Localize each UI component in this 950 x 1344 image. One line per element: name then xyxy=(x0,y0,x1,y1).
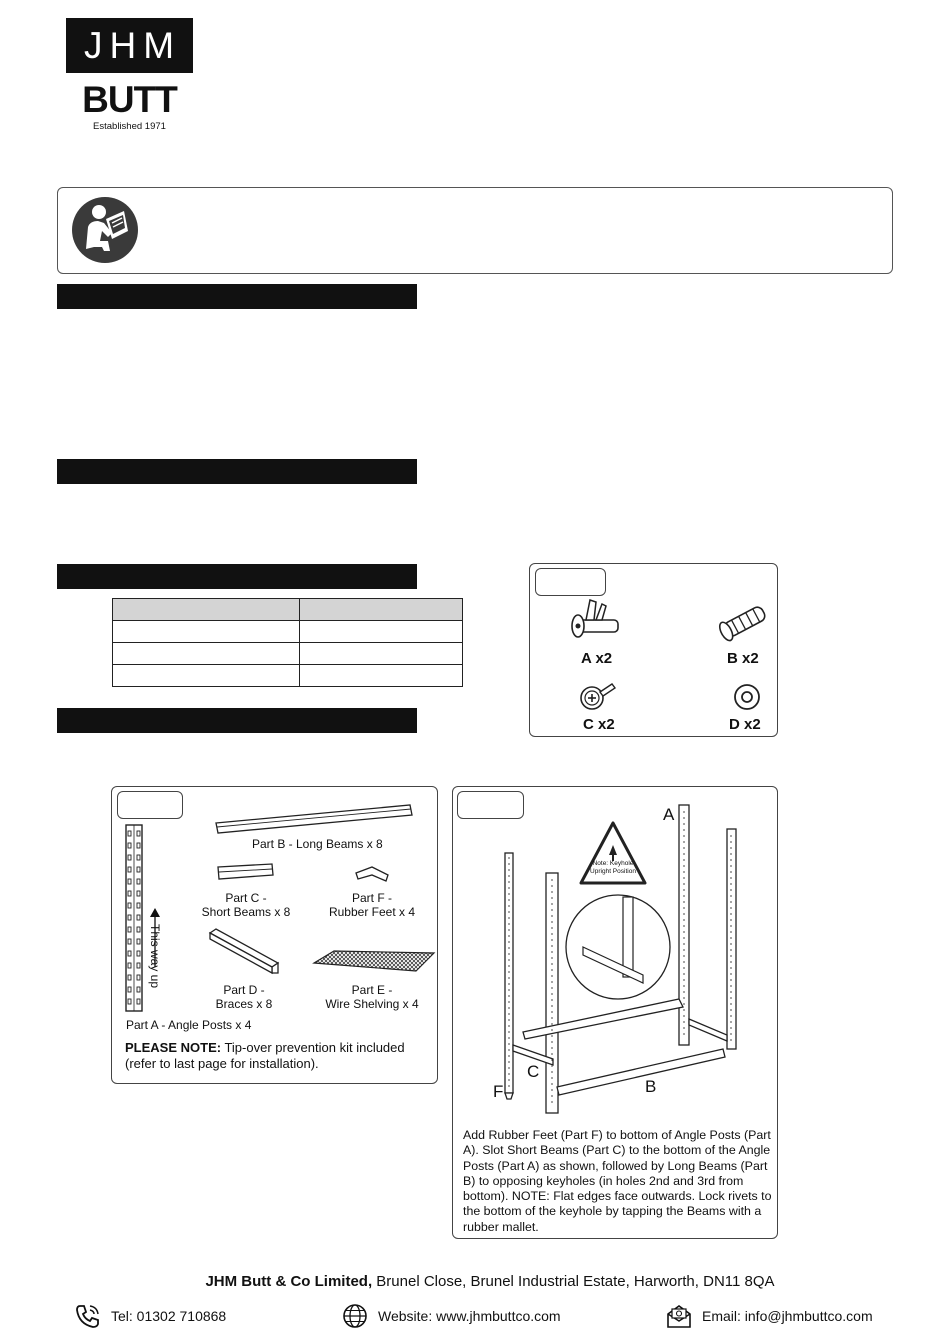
phone-text: Tel: 01302 710868 xyxy=(111,1308,227,1324)
section-bar-2 xyxy=(57,459,417,484)
part-d-label-2: Braces x 8 xyxy=(215,997,273,1011)
spec-table-row xyxy=(113,665,463,687)
phone-icon xyxy=(75,1303,101,1329)
label-b: B xyxy=(645,1077,657,1096)
components-tag xyxy=(117,791,183,819)
tip-over-note xyxy=(125,1040,425,1072)
part-f-label-1: Part F - xyxy=(351,891,392,905)
read-instructions-notice xyxy=(57,187,893,274)
label-f: F xyxy=(493,1082,504,1101)
part-c-label-1: Part C - xyxy=(225,891,267,905)
wire-shelf-icon xyxy=(312,947,436,975)
part-a-label: Part A - Angle Posts x 4 xyxy=(126,1018,252,1032)
logo-tagline: Established 1971 xyxy=(93,121,166,132)
fixings-tag xyxy=(535,568,606,596)
part-d-label-1: Part D - xyxy=(223,983,265,997)
section-bar-4 xyxy=(57,708,417,733)
spec-table-row xyxy=(113,621,463,643)
short-beam-icon xyxy=(216,861,276,883)
keyhole-note-1: Note: Keyhole xyxy=(592,860,634,867)
section-bar-3 xyxy=(57,564,417,589)
contact-phone[interactable] xyxy=(75,1302,226,1330)
screw-c-icon xyxy=(578,680,618,712)
long-beam-icon xyxy=(214,799,414,835)
assembly-diagram xyxy=(453,787,779,1117)
fixing-c-label: C x2 xyxy=(583,716,615,733)
section-bar-1 xyxy=(57,284,417,309)
this-way-up-label: This way up xyxy=(148,924,162,989)
part-e-label-2: Wire Shelving x 4 xyxy=(325,997,419,1011)
company-address xyxy=(0,1273,950,1290)
label-c: C xyxy=(527,1062,540,1081)
part-b-label: Part B - Long Beams x 8 xyxy=(252,837,383,851)
company-name: JHM Butt & Co Limited, xyxy=(205,1273,373,1290)
logo-jhm: JHM xyxy=(66,18,193,73)
angle-post-icon xyxy=(124,823,144,1013)
address-text: Brunel Close, Brunel Industrial Estate, Harworth, DN11 8QA xyxy=(372,1273,775,1290)
fixing-d-label: D x2 xyxy=(729,716,761,733)
note-text: Tip-over prevention kit included (refer to last page for installation). xyxy=(125,1040,405,1071)
wall-plug-a-icon xyxy=(568,594,630,646)
step-instructions: Add Rubber Feet (Part F) to bottom of Angle Posts (Part A). Slot Short Beams (Part C) to the bottom of the Angle Posts (Part A) as shown, followed by Long Beams (Part B) to opposing keyholes (in holes 2nd and 3rd from bottom). NOTE: Flat edges face outwards. Lock rivets to the bottom of the keyhole by tapping the Beams with a rubber mallet. xyxy=(463,1128,772,1234)
logo-butt: BUTT xyxy=(82,79,177,120)
fixing-b-label: B x2 xyxy=(727,650,759,667)
part-f-label-2: Rubber Feet x 4 xyxy=(328,905,416,919)
company-logo xyxy=(66,18,193,132)
spec-table-row xyxy=(113,643,463,665)
website-text: Website: www.jhmbuttco.com xyxy=(378,1308,561,1324)
wall-plug-b-icon xyxy=(716,598,774,646)
email-text: Email: info@jhmbuttco.com xyxy=(702,1308,873,1324)
part-e-label-1: Part E - xyxy=(351,983,393,997)
brace-icon xyxy=(206,927,282,975)
keyhole-note-2: Upright Position xyxy=(590,868,636,875)
spec-table-header xyxy=(113,599,463,621)
email-icon xyxy=(666,1303,692,1329)
fixings-panel xyxy=(529,563,778,737)
rubber-foot-icon xyxy=(354,863,390,885)
label-a: A xyxy=(663,805,675,824)
contact-email[interactable] xyxy=(666,1302,873,1330)
fixing-a-label: A x2 xyxy=(581,650,613,667)
contact-website[interactable] xyxy=(342,1302,561,1330)
note-label: PLEASE NOTE: xyxy=(125,1040,222,1055)
washer-d-icon xyxy=(732,682,762,712)
globe-icon xyxy=(342,1303,368,1329)
part-c-label-2: Short Beams x 8 xyxy=(201,905,291,919)
spec-table xyxy=(112,598,463,687)
read-manual-icon xyxy=(72,197,138,263)
